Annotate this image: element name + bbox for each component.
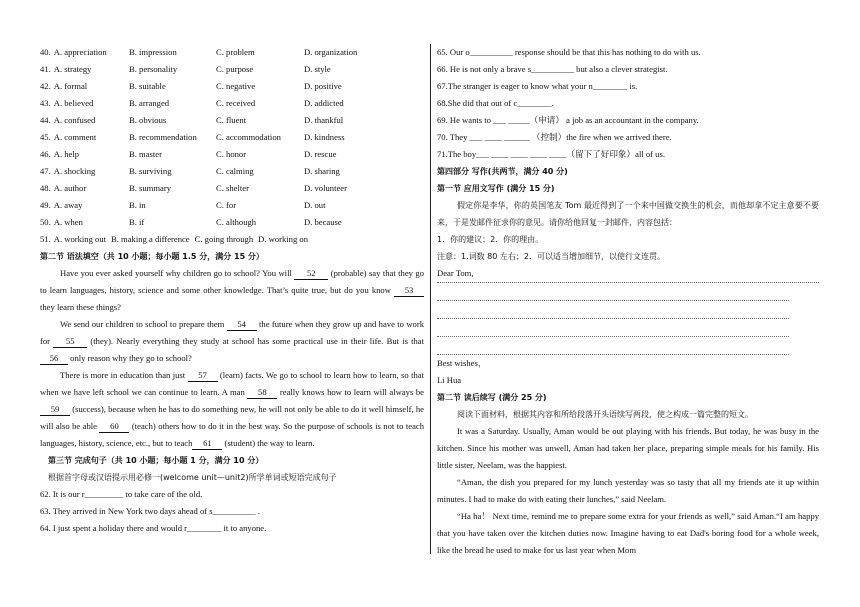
option-a-wrap: [40, 214, 83, 231]
completion-heading: 第三节 完成句子（共 10 小题；每小题 1 分，满分 10 分）: [48, 456, 264, 465]
blank-61[interactable]: 61: [192, 437, 222, 450]
option-a-wrap: [40, 95, 93, 112]
option-c[interactable]: C. for: [216, 200, 237, 210]
option-c[interactable]: C. although: [216, 217, 257, 227]
blank-53[interactable]: 53: [394, 284, 424, 297]
option-a-wrap: [40, 163, 95, 180]
option-row: [40, 214, 424, 231]
option-c[interactable]: C. honor: [216, 149, 247, 159]
option-c[interactable]: C. going through: [194, 234, 254, 244]
completion-item: 69. He wants to ___ _____（申请） a job as an accountant in the company.: [437, 115, 699, 125]
option-a-wrap: [40, 197, 82, 214]
option-b[interactable]: B. suitable: [129, 81, 166, 91]
option-a[interactable]: A. when: [53, 217, 83, 227]
option-row: [40, 95, 424, 112]
question-number: 48.: [40, 183, 51, 193]
grammar-paragraph-3: There is more in education than just 57 (learn) facts. We go to school to learn how to learn, so that when we have left school we can continue to learn. A man 58 really knows how to learn will always be 59 (success), because when he has to do something new, he will not only be able to do it well himself, he will also be able 60 (teach) others how to do it in the best way. So the purpose of schools is not to teach languages, history, science, etc., but to teach 61 (student) the way to learn.: [40, 370, 424, 448]
option-b[interactable]: B. making a difference: [111, 234, 190, 244]
completion-items-left: [40, 486, 424, 537]
blank-52[interactable]: 52: [294, 267, 328, 280]
option-b[interactable]: B. if: [129, 217, 145, 227]
option-b[interactable]: B. surviving: [129, 166, 172, 176]
writing-prompt: 假定你是李华，你的英国笔友 Tom 最近得到了一个来中国做交换生的机会，而他却拿不定主意要不要来，于是发邮件征求你的意见。请你给他回复一封邮件，内容包括：: [437, 201, 819, 227]
option-a[interactable]: A. shocking: [53, 166, 96, 176]
writing-note: 注意：1.词数 80 左右；2．可以适当增加细节，以使行文连贯。: [437, 252, 665, 261]
option-b[interactable]: B. impression: [129, 47, 177, 57]
writing-line[interactable]: [437, 337, 789, 355]
option-c[interactable]: C. fluent: [216, 115, 247, 125]
blank-56[interactable]: 56: [40, 352, 68, 365]
option-d[interactable]: D. kindness: [304, 132, 345, 142]
option-a-wrap: [40, 129, 96, 146]
option-d[interactable]: D. style: [304, 64, 331, 74]
option-b[interactable]: B. in: [129, 200, 146, 210]
question-number: 42.: [40, 81, 51, 91]
letter-signature: Li Hua: [437, 375, 462, 385]
option-a[interactable]: A. strategy: [53, 64, 92, 74]
option-d[interactable]: D. volunteer: [304, 183, 347, 193]
option-b[interactable]: B. master: [129, 149, 162, 159]
question-number: 46.: [40, 149, 51, 159]
option-b[interactable]: B. arranged: [129, 98, 170, 108]
option-a-wrap: [40, 78, 87, 95]
option-row: [40, 112, 424, 129]
option-b[interactable]: B. personality: [129, 64, 178, 74]
completion-item: 65. Our o__________ response should be that this has nothing to do with us.: [437, 47, 701, 57]
option-a[interactable]: A. help: [53, 149, 80, 159]
option-c[interactable]: C. calming: [216, 166, 254, 176]
blank-59[interactable]: 59: [40, 403, 70, 416]
option-c[interactable]: C. received: [216, 98, 256, 108]
option-a-wrap: [40, 146, 79, 163]
question-number: 49.: [40, 200, 51, 210]
grammar-paragraph-1: Have you ever asked yourself why children go to school? You will 52 (probable) say that they go to learn languages, history, science and some other knowledge. That’s quite true, but do you know 53 they learn these things?: [40, 268, 424, 312]
option-d[interactable]: D. positive: [304, 81, 342, 91]
option-row: [40, 231, 424, 248]
option-a[interactable]: A. believed: [53, 98, 94, 108]
blank-55[interactable]: 55: [53, 335, 87, 348]
story-paragraph-2: “Aman, the dish you prepared for my lunch yesterday was so tasty that all my friends ate it up within minutes. I had to make do with eating their lunches,” said Neelam.: [437, 477, 819, 504]
option-a[interactable]: A. comment: [53, 132, 97, 142]
question-number: 50.: [40, 217, 51, 227]
option-a[interactable]: A. formal: [53, 81, 88, 91]
completion-item: 64. I just spent a holiday there and would r________ it to anyone.: [40, 523, 267, 533]
question-number: 51.: [40, 234, 51, 244]
blank-60[interactable]: 60: [99, 420, 129, 433]
option-row: [40, 78, 424, 95]
blank-57[interactable]: 57: [188, 369, 218, 382]
completion-item: 71.The boy___ ____ ____ ____ ____（留下了好印象）all of us.: [437, 149, 665, 159]
option-b[interactable]: B. recommendation: [129, 132, 197, 142]
completion-item: 66. He is not only a brave s__________ but also a clever strategist.: [437, 64, 668, 74]
completion-item: 68.She did that out of c________.: [437, 98, 554, 108]
continuation-heading: 第二节 读后续写 (满分 25 分): [437, 393, 547, 402]
option-c[interactable]: C. negative: [216, 81, 256, 91]
option-d[interactable]: D. rescue: [304, 149, 337, 159]
option-c[interactable]: C. accommodation: [216, 132, 281, 142]
grammar-paragraph-2: We send our children to school to prepare them 54 the future when they grow up and have to work for 55 (they). Nearly everything they study at school has some practical use in their life. But is that 56 only reason why they go to school?: [40, 319, 425, 363]
option-a[interactable]: A. working out: [53, 234, 107, 244]
letter-closing: Best wishes，: [437, 358, 487, 368]
option-d[interactable]: D. because: [304, 217, 342, 227]
option-b[interactable]: B. summary: [129, 183, 172, 193]
option-row: [40, 146, 424, 163]
option-a-wrap: [40, 44, 107, 61]
option-c[interactable]: C. problem: [216, 47, 255, 57]
question-number: 41.: [40, 64, 51, 74]
question-number: 40.: [40, 47, 51, 57]
completion-item: 70. They ___ ____ ______ （控制）the fire when we arrived there.: [437, 132, 672, 142]
option-c[interactable]: C. purpose: [216, 64, 254, 74]
continuation-instruction: 阅读下面材料，根据其内容和所给段落开头语续写两段，使之构成一篇完整的短文。: [457, 410, 753, 419]
question-number: 43.: [40, 98, 51, 108]
column-divider: [430, 44, 431, 554]
question-number: 45.: [40, 132, 51, 142]
option-a-wrap: [40, 61, 91, 78]
right-column: [437, 44, 819, 559]
option-a[interactable]: A. author: [53, 183, 87, 193]
writing-points: 1．你的建议；2．你的理由。: [437, 235, 544, 244]
completion-item: 63. They arrived in New York two days ahead of s__________ .: [40, 506, 260, 516]
option-row: [40, 163, 424, 180]
completion-item: 67.The stranger is eager to know what your n________ is.: [437, 81, 638, 91]
option-a[interactable]: A. away: [53, 200, 83, 210]
letter-greeting: Dear Tom,: [437, 265, 819, 283]
completion-items-right: [437, 44, 819, 163]
story-paragraph-3: “Ha ha！ Next time, remind me to prepare some extra for your friends as well,” said Aman.“I am happy that you have taken over the kitchen duties now. Imagine having to eat Dad's boring food for a whole week, like the bread he used to make for us last year when Mom: [437, 511, 819, 555]
option-row: [40, 61, 424, 78]
option-d[interactable]: D. working on: [258, 234, 309, 244]
writing-line[interactable]: [437, 283, 789, 301]
blank-54[interactable]: 54: [227, 318, 257, 331]
option-row: [40, 197, 424, 214]
option-a-wrap: [40, 112, 95, 129]
option-a-wrap: [40, 180, 86, 197]
writing-line[interactable]: [437, 319, 789, 337]
cloze-options: [40, 44, 424, 248]
option-b[interactable]: B. obvious: [129, 115, 167, 125]
option-d[interactable]: D. organization: [304, 47, 358, 57]
option-row: [40, 180, 424, 197]
writing-part-heading: 第四部分 写作(共两节，满分 40 分): [437, 167, 568, 176]
option-d[interactable]: D. out: [304, 200, 326, 210]
option-c[interactable]: C. shelter: [216, 183, 249, 193]
question-number: 44.: [40, 115, 51, 125]
option-a[interactable]: A. appreciation: [53, 47, 107, 57]
option-d[interactable]: D. sharing: [304, 166, 340, 176]
option-row: [40, 44, 424, 61]
grammar-heading: 第二节 语法填空（共 10 小题；每小题 1.5 分，满分 15 分）: [40, 252, 264, 261]
left-column: [40, 44, 424, 537]
completion-item: 62. It is our r_________ to take care of the old.: [40, 489, 203, 499]
writing-line[interactable]: [437, 301, 789, 319]
option-d[interactable]: D. thankful: [304, 115, 344, 125]
option-a[interactable]: A. confused: [53, 115, 96, 125]
question-number: 47.: [40, 166, 51, 176]
blank-58[interactable]: 58: [247, 386, 277, 399]
writing-section1-heading: 第一节 应用文写作 (满分 15 分): [437, 184, 555, 193]
story-paragraph-1: It was a Saturday. Usually, Aman would be out playing with his friends. But today, he was busy in the kitchen. Since his mother was unwell, Aman had taken her place, preparing simple meals for his family. His little sister, Neelam, was the happiest.: [437, 426, 819, 470]
completion-instruction: 根据首字母或汉语提示用必修一(welcome unit—unit2)所学单词或短语完成句子: [48, 473, 337, 482]
option-d[interactable]: D. addicted: [304, 98, 344, 108]
option-row: [40, 129, 424, 146]
